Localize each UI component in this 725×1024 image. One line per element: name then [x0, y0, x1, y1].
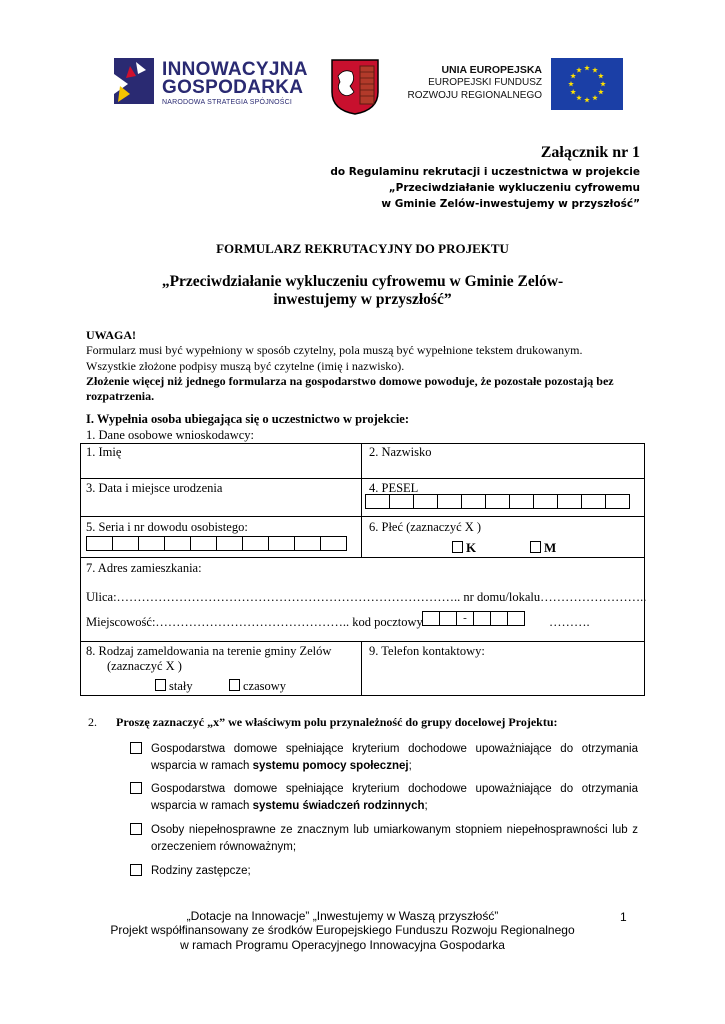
registration-permanent-option[interactable] — [155, 679, 193, 694]
notice-line-2: Wszystkie złożone podpisy muszą być czytelne (imię i nazwisko). — [86, 359, 405, 373]
opt1-end: ; — [408, 760, 412, 772]
innowacyjna-gospodarka-logo — [110, 52, 310, 112]
opt2-end: ; — [424, 800, 428, 812]
col-divider — [361, 443, 362, 557]
project-title-1: „Przeciwdziałanie wykluczeniu cyfrowemu w Gminie Zelów- — [161, 273, 564, 290]
col-divider — [361, 641, 362, 696]
gender-k-label: K — [466, 540, 477, 555]
ig-subtitle: NARODOWA STRATEGIA SPÓJNOŚCI — [162, 99, 293, 106]
field-gender-label: 6. Płeć (zaznaczyć X ) — [369, 520, 482, 534]
postal-dots: ………. — [549, 615, 590, 629]
field-last-name-label: 2. Nazwisko — [369, 445, 432, 459]
gender-m-checkbox[interactable] — [530, 541, 541, 553]
target-group-option-family-benefits[interactable] — [130, 781, 638, 815]
gender-m-option[interactable] — [530, 540, 556, 556]
field-birth-label: 3. Data i miejsce urodzenia — [86, 481, 223, 495]
project-title-2: inwestujemy w przyszłość” — [273, 291, 452, 308]
target-group-option-disabled[interactable] — [130, 822, 638, 856]
section2-title: Proszę zaznaczyć „x” we właściwym polu przynależność do grupy docelowej Projektu: — [116, 715, 558, 729]
annex-line-3: w Gminie Zelów-inwestujemy w przyszłość” — [381, 198, 640, 210]
eu-flag-icon — [551, 58, 623, 110]
row-divider — [80, 478, 645, 479]
form-title: FORMULARZ REKRUTACYJNY DO PROJEKTU — [216, 241, 509, 256]
section1-title: I. Wypełnia osoba ubiegająca się o uczestnictwo w projekcie: — [86, 412, 410, 426]
street-line[interactable]: Ulica:……………………………………………………………………….. nr domu/lokalu…………………….. — [86, 590, 647, 604]
zelow-coat-of-arms — [330, 58, 380, 116]
opt4-text: Rodziny zastępcze; — [151, 865, 251, 877]
pesel-input-grid[interactable] — [365, 494, 629, 509]
field-registration-note: (zaznaczyć X ) — [107, 659, 182, 673]
ue-sub-1: EUROPEJSKI FUNDUSZ — [428, 77, 542, 88]
social-aid-checkbox[interactable] — [130, 742, 142, 754]
ig-title-2: GOSPODARKA — [162, 77, 304, 98]
opt1-text: Gospodarstwa domowe spełniające kryterium dochodowe upoważniające do otrzymania wsparcia w ramach — [151, 743, 638, 772]
ig-title-1: INNOWACYJNA — [162, 59, 308, 80]
field-id-label: 5. Seria i nr dowodu osobistego: — [86, 520, 248, 534]
gender-m-label: M — [544, 540, 557, 555]
notice-head: UWAGA! — [86, 328, 136, 342]
temporary-checkbox[interactable] — [229, 679, 240, 691]
row-divider — [80, 516, 645, 517]
foster-checkbox[interactable] — [130, 864, 142, 876]
disabled-checkbox[interactable] — [130, 823, 142, 835]
section2-number: 2. — [88, 715, 97, 729]
annex-title: Załącznik nr 1 — [540, 144, 640, 161]
opt3-text: Osoby niepełnosprawne ze znacznym lub umiarkowanym stopniem niepełnosprawności lub z orzeczeniem równoważnym; — [151, 824, 638, 853]
opt2-text: Gospodarstwa domowe spełniające kryterium dochodowe upoważniające do otrzymania wsparcia w ramach — [151, 783, 638, 812]
ue-title: UNIA EUROPEJSKA — [441, 64, 542, 76]
annex-line-1: do Regulaminu rekrutacji i uczestnictwa w projekcie — [330, 166, 640, 178]
family-benefits-checkbox[interactable] — [130, 782, 142, 794]
section1-sub: 1. Dane osobowe wnioskodawcy: — [86, 428, 255, 442]
row-divider — [80, 641, 645, 642]
first-name-field[interactable] — [120, 460, 355, 476]
notice-line-3: Złożenie więcej niż jednego formularza na gospodarstwo domowe powoduje, że pozostałe pozostają bez — [86, 374, 614, 388]
field-address-label: 7. Adres zamieszkania: — [86, 561, 202, 575]
ig-emblem-icon — [110, 54, 156, 106]
gender-k-option[interactable] — [452, 540, 476, 556]
eu-fund-text — [390, 64, 542, 102]
permanent-checkbox[interactable] — [155, 679, 166, 691]
notice-line-1: Formularz musi być wypełniony w sposób czytelny, pola muszą być wypełnione tekstem drukowanym. — [86, 343, 583, 357]
target-group-option-foster[interactable] — [130, 863, 638, 880]
last-name-field[interactable] — [420, 460, 640, 476]
city-line[interactable]: Miejscowość:……………………………………….. kod pocztowy — [86, 615, 423, 629]
registration-temporary-option[interactable] — [229, 679, 286, 694]
postal-dash: - — [456, 611, 474, 626]
footer-line-3: w ramach Programu Operacyjnego Innowacyjna Gospodarka — [180, 938, 505, 952]
notice-line-4: rozpatrzenia. — [86, 389, 155, 403]
gender-k-checkbox[interactable] — [452, 541, 463, 553]
field-pesel-label: 4. PESEL — [369, 481, 419, 495]
ue-sub-2: ROZWOJU REGIONALNEGO — [407, 90, 542, 101]
coat-of-arms-icon — [330, 58, 380, 116]
opt1-bold: systemu pomocy społecznej — [252, 760, 409, 772]
phone-field[interactable] — [369, 662, 639, 692]
page-number: 1 — [620, 910, 627, 924]
eu-flag — [551, 58, 623, 110]
annex-line-2: „Przeciwdziałanie wykluczeniu cyfrowemu — [388, 182, 640, 194]
temporary-label: czasowy — [243, 679, 287, 693]
field-first-name-label: 1. Imię — [86, 445, 122, 459]
opt2-bold: systemu świadczeń rodzinnych — [252, 800, 425, 812]
birth-date-place-field[interactable] — [90, 497, 355, 513]
field-registration-label: 8. Rodzaj zameldowania na terenie gminy Zelów — [86, 644, 332, 658]
permanent-label: stały — [169, 679, 193, 693]
footer-line-2: Projekt współfinansowany ze środków Europejskiego Funduszu Rozwoju Regionalnego — [110, 923, 575, 937]
id-number-input-grid[interactable] — [86, 536, 346, 551]
target-group-option-social-aid[interactable] — [130, 741, 638, 775]
row-divider — [80, 557, 645, 558]
field-phone-label: 9. Telefon kontaktowy: — [369, 644, 485, 658]
footer-line-1: „Dotacje na Innowacje” „Inwestujemy w Waszą przyszłość” — [186, 909, 499, 923]
postal-code-input-grid[interactable] — [422, 611, 524, 626]
